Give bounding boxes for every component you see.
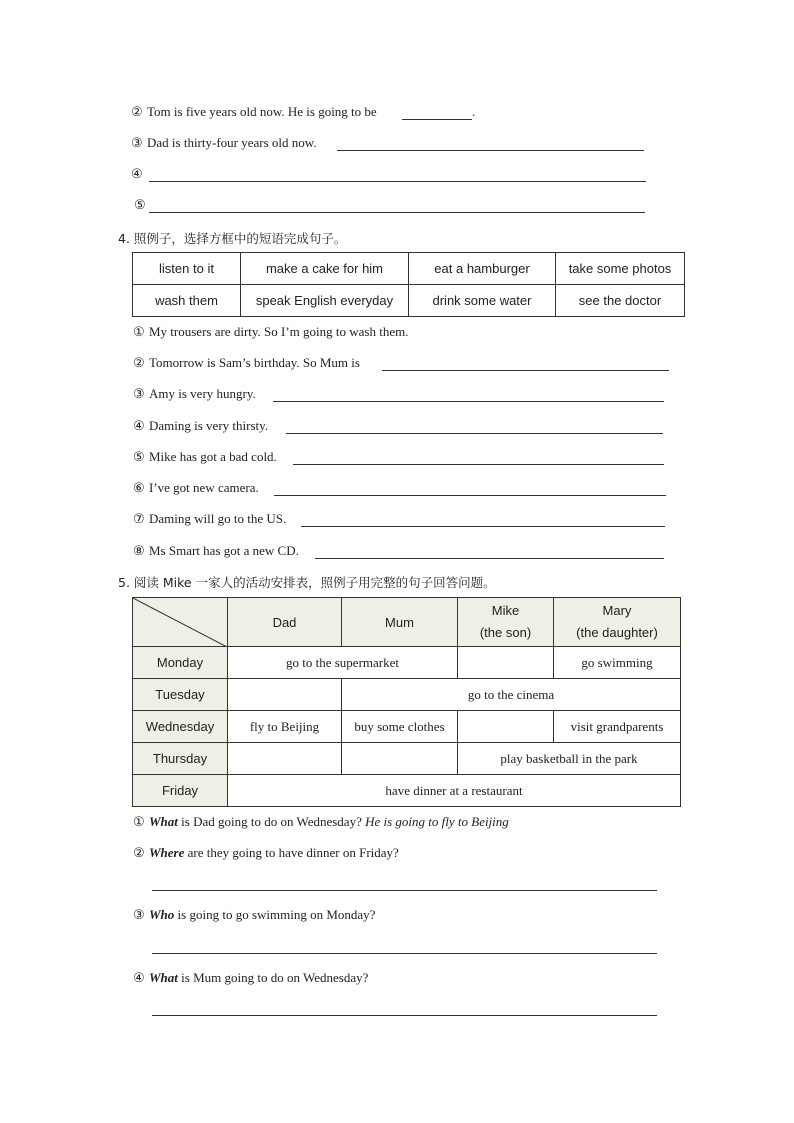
schedule-cell: buy some clothes xyxy=(342,711,458,743)
schedule-cell: have dinner at a restaurant xyxy=(228,775,681,807)
schedule-cell: go swimming xyxy=(554,647,681,679)
item-suffix: . xyxy=(472,104,476,119)
wh-word: Who xyxy=(149,907,175,922)
item-number: ③ xyxy=(133,386,145,401)
answer-line[interactable] xyxy=(315,558,664,559)
phrase-cell: make a cake for him xyxy=(241,253,409,285)
s4-item-5 xyxy=(133,449,277,465)
answer-line[interactable] xyxy=(273,401,664,402)
header-mike-sub: (the son) xyxy=(479,625,532,640)
day-thursday: Thursday xyxy=(133,743,228,775)
header-mary xyxy=(554,598,681,647)
s5-question-1 xyxy=(133,814,509,830)
question-text: is Mum going to do on Wednesday? xyxy=(177,970,369,985)
s5-question-3 xyxy=(133,907,375,923)
item-number: ② xyxy=(131,104,143,119)
schedule-cell-empty xyxy=(342,743,458,775)
item-text: Amy is very hungry. xyxy=(149,386,256,401)
phrase-cell: listen to it xyxy=(133,253,241,285)
question-text: is going to go swimming on Monday? xyxy=(174,907,376,922)
wh-word: What xyxy=(149,814,178,829)
example-answer: He is going to fly to Beijing xyxy=(365,814,509,829)
s4-item-1 xyxy=(133,324,408,340)
item-text: Ms Smart has got a new CD. xyxy=(149,543,299,558)
s3-item-2 xyxy=(131,104,377,120)
item-text: Daming is very thirsty. xyxy=(149,418,269,433)
s4-item-4 xyxy=(133,418,268,434)
section4-title: 4. 照例子，选择方框中的短语完成句子。 xyxy=(118,231,347,246)
schedule-cell-empty xyxy=(458,711,554,743)
day-tuesday: Tuesday xyxy=(133,679,228,711)
header-mary-name: Mary xyxy=(602,603,632,618)
item-number: ② xyxy=(133,845,145,860)
schedule-cell: fly to Beijing xyxy=(228,711,342,743)
item-number: ④ xyxy=(131,166,143,181)
item-text: I’ve got new camera. xyxy=(149,480,259,495)
phrase-cell: speak English everyday xyxy=(241,285,409,317)
phrase-cell: wash them xyxy=(133,285,241,317)
item-number: ⑤ xyxy=(133,449,145,464)
s4-item-8 xyxy=(133,543,299,559)
header-dad: Dad xyxy=(228,598,342,647)
item-number: ⑦ xyxy=(133,511,145,526)
answer-line[interactable] xyxy=(301,526,665,527)
answer-line[interactable] xyxy=(402,119,472,120)
s4-item-3 xyxy=(133,386,256,402)
item-number: ⑤ xyxy=(134,197,146,212)
item-number: ② xyxy=(133,355,145,370)
item-number: ① xyxy=(133,814,145,829)
s3-item-4 xyxy=(131,166,147,182)
item-number: ⑥ xyxy=(133,480,145,495)
schedule-cell-empty xyxy=(228,743,342,775)
phrase-box xyxy=(132,252,685,317)
schedule-cell: visit grandparents xyxy=(554,711,681,743)
answer-line[interactable] xyxy=(286,433,663,434)
wh-word: Where xyxy=(149,845,185,860)
header-mary-sub: (the daughter) xyxy=(576,625,658,640)
answer-line[interactable] xyxy=(152,890,657,891)
item-text: Daming will go to the US. xyxy=(149,511,287,526)
schedule-cell: go to the supermarket xyxy=(228,647,458,679)
s5-question-4 xyxy=(133,970,368,986)
diagonal-divider xyxy=(133,598,227,647)
day-wednesday: Wednesday xyxy=(133,711,228,743)
item-text: Dad is thirty-four years old now. xyxy=(147,135,317,150)
header-mike xyxy=(458,598,554,647)
schedule-cell: play basketball in the park xyxy=(458,743,681,775)
answer-line[interactable] xyxy=(274,495,666,496)
answer-line[interactable] xyxy=(293,464,664,465)
item-number: ③ xyxy=(131,135,143,150)
item-number: ④ xyxy=(133,418,145,433)
phrase-cell: drink some water xyxy=(409,285,556,317)
answer-line[interactable] xyxy=(382,370,669,371)
s3-item-3 xyxy=(131,135,317,151)
item-number: ③ xyxy=(133,907,145,922)
item-text: My trousers are dirty. So I’m going to wash them. xyxy=(149,324,409,339)
answer-line[interactable] xyxy=(152,1015,657,1016)
corner-cell xyxy=(133,598,228,647)
s3-item-5 xyxy=(134,197,150,213)
item-text: Mike has got a bad cold. xyxy=(149,449,277,464)
day-friday: Friday xyxy=(133,775,228,807)
answer-line[interactable] xyxy=(149,212,645,213)
schedule-cell: go to the cinema xyxy=(342,679,681,711)
item-number: ④ xyxy=(133,970,145,985)
section5-title: 5. 阅读 Mike 一家人的活动安排表，照例子用完整的句子回答问题。 xyxy=(118,575,496,590)
question-text: are they going to have dinner on Friday? xyxy=(184,845,399,860)
header-mike-name: Mike xyxy=(491,603,520,618)
schedule-cell-empty xyxy=(458,647,554,679)
s5-question-2 xyxy=(133,845,399,861)
wh-word: What xyxy=(149,970,178,985)
answer-line[interactable] xyxy=(149,181,646,182)
item-text: Tomorrow is Sam’s birthday. So Mum is xyxy=(149,355,360,370)
day-monday: Monday xyxy=(133,647,228,679)
item-text: Tom is five years old now. He is going to be xyxy=(147,104,377,119)
phrase-cell: take some photos xyxy=(556,253,685,285)
s4-item-2 xyxy=(133,355,360,371)
s4-item-7 xyxy=(133,511,286,527)
answer-line[interactable] xyxy=(337,150,644,151)
question-text: is Dad going to do on Wednesday? xyxy=(177,814,366,829)
phrase-cell: see the doctor xyxy=(556,285,685,317)
phrase-cell: eat a hamburger xyxy=(409,253,556,285)
item-number: ⑧ xyxy=(133,543,145,558)
header-mum: Mum xyxy=(342,598,458,647)
schedule-table xyxy=(132,597,681,807)
item-number: ① xyxy=(133,324,145,339)
s4-item-6 xyxy=(133,480,259,496)
answer-line[interactable] xyxy=(152,953,657,954)
schedule-cell-empty xyxy=(228,679,342,711)
